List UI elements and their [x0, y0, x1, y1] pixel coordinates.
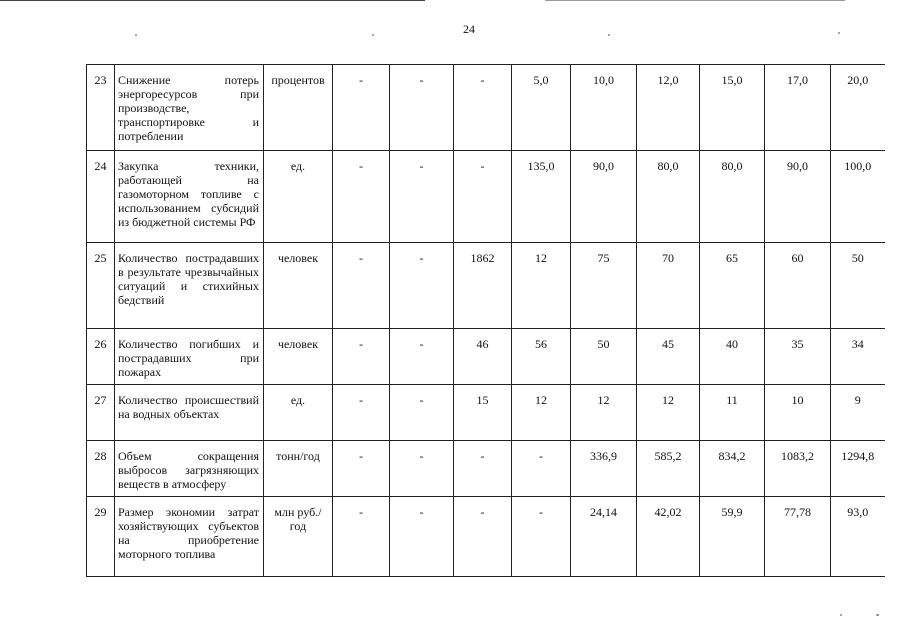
row-number: 26	[87, 329, 115, 385]
value-cell: 1862	[454, 243, 512, 329]
value-cell: 34	[831, 329, 885, 385]
value-cell: -	[512, 441, 571, 497]
unit-cell: человек	[264, 329, 333, 385]
table-row	[87, 65, 885, 151]
row-number: 27	[87, 385, 115, 441]
value-cell: -	[390, 151, 454, 243]
value-cell: 135,0	[512, 151, 571, 243]
value-cell: 42,02	[637, 497, 700, 577]
row-number: 29	[87, 497, 115, 577]
scan-top-rule	[0, 0, 425, 1]
value-cell: 10	[765, 385, 831, 441]
value-cell: 15,0	[700, 65, 765, 151]
value-cell: 12,0	[637, 65, 700, 151]
indicator-name: Размер экономии затрат хозяйствующих субъектов на приобретение моторного топлива	[115, 497, 264, 577]
value-cell: -	[390, 65, 454, 151]
value-cell: 17,0	[765, 65, 831, 151]
value-cell: 12	[637, 385, 700, 441]
indicator-name: Снижение потерь энергоресурсов при производстве, транспортировке и потреблении	[115, 65, 264, 151]
unit-cell: ед.	[264, 385, 333, 441]
value-cell: 65	[700, 243, 765, 329]
unit-cell: млн руб./год	[264, 497, 333, 577]
row-number: 23	[87, 65, 115, 151]
value-cell: 12	[512, 243, 571, 329]
scan-top-rule-right	[545, 0, 845, 1]
value-cell: 336,9	[571, 441, 637, 497]
value-cell: 50	[831, 243, 885, 329]
value-cell: 11	[700, 385, 765, 441]
unit-cell: процентов	[264, 65, 333, 151]
value-cell: 93,0	[831, 497, 885, 577]
value-cell: 12	[571, 385, 637, 441]
unit-cell: ед.	[264, 151, 333, 243]
value-cell: -	[390, 385, 454, 441]
value-cell: -	[454, 497, 512, 577]
value-cell: -	[390, 497, 454, 577]
indicator-name: Количество происшествий на водных объектах	[115, 385, 264, 441]
value-cell: 59,9	[700, 497, 765, 577]
table-row	[87, 497, 885, 577]
value-cell: 20,0	[831, 65, 885, 151]
value-cell: 70	[637, 243, 700, 329]
value-cell: -	[333, 151, 390, 243]
value-cell: 60	[765, 243, 831, 329]
value-cell: -	[333, 65, 390, 151]
value-cell: 24,14	[571, 497, 637, 577]
scan-speck	[135, 34, 137, 36]
table-row	[87, 243, 885, 329]
value-cell: -	[333, 329, 390, 385]
scan-speck	[608, 34, 610, 36]
value-cell: 77,78	[765, 497, 831, 577]
indicator-name: Объем сокращения выбросов загрязняющих веществ в атмосферу	[115, 441, 264, 497]
row-number: 28	[87, 441, 115, 497]
indicator-name: Количество пострадавших в результате чрезвычайных ситуаций и стихийных бедствий	[115, 243, 264, 329]
row-number: 24	[87, 151, 115, 243]
indicator-name: Закупка техники, работающей на газомоторном топливе с использованием субсидий из бюджетной системы РФ	[115, 151, 264, 243]
scan-speck	[840, 614, 842, 616]
indicator-name: Количество погибших и пострадавших при пожарах	[115, 329, 264, 385]
value-cell: 45	[637, 329, 700, 385]
unit-cell: тонн/год	[264, 441, 333, 497]
value-cell: -	[333, 497, 390, 577]
unit-cell: человек	[264, 243, 333, 329]
value-cell: 1083,2	[765, 441, 831, 497]
table-row	[87, 151, 885, 243]
value-cell: -	[390, 329, 454, 385]
value-cell: 585,2	[637, 441, 700, 497]
value-cell: -	[390, 441, 454, 497]
value-cell: 5,0	[512, 65, 571, 151]
value-cell: 50	[571, 329, 637, 385]
value-cell: 80,0	[700, 151, 765, 243]
page-number: 24	[463, 22, 475, 36]
table-row	[87, 441, 885, 497]
value-cell: -	[333, 385, 390, 441]
value-cell: 9	[831, 385, 885, 441]
value-cell: 15	[454, 385, 512, 441]
value-cell: 56	[512, 329, 571, 385]
value-cell: 35	[765, 329, 831, 385]
value-cell: 90,0	[765, 151, 831, 243]
scan-speck	[372, 34, 374, 36]
scan-speck	[876, 614, 879, 616]
value-cell: -	[454, 65, 512, 151]
value-cell: -	[454, 151, 512, 243]
value-cell: 90,0	[571, 151, 637, 243]
value-cell: 10,0	[571, 65, 637, 151]
row-number: 25	[87, 243, 115, 329]
value-cell: 46	[454, 329, 512, 385]
value-cell: 1294,8	[831, 441, 885, 497]
indicators-table	[86, 64, 885, 577]
value-cell: 75	[571, 243, 637, 329]
table-row	[87, 385, 885, 441]
table-row	[87, 329, 885, 385]
value-cell: 80,0	[637, 151, 700, 243]
value-cell: -	[333, 441, 390, 497]
value-cell: -	[512, 497, 571, 577]
value-cell: -	[333, 243, 390, 329]
value-cell: 100,0	[831, 151, 885, 243]
value-cell: 12	[512, 385, 571, 441]
value-cell: -	[390, 243, 454, 329]
value-cell: 834,2	[700, 441, 765, 497]
value-cell: 40	[700, 329, 765, 385]
value-cell: -	[454, 441, 512, 497]
scan-speck	[838, 32, 840, 34]
